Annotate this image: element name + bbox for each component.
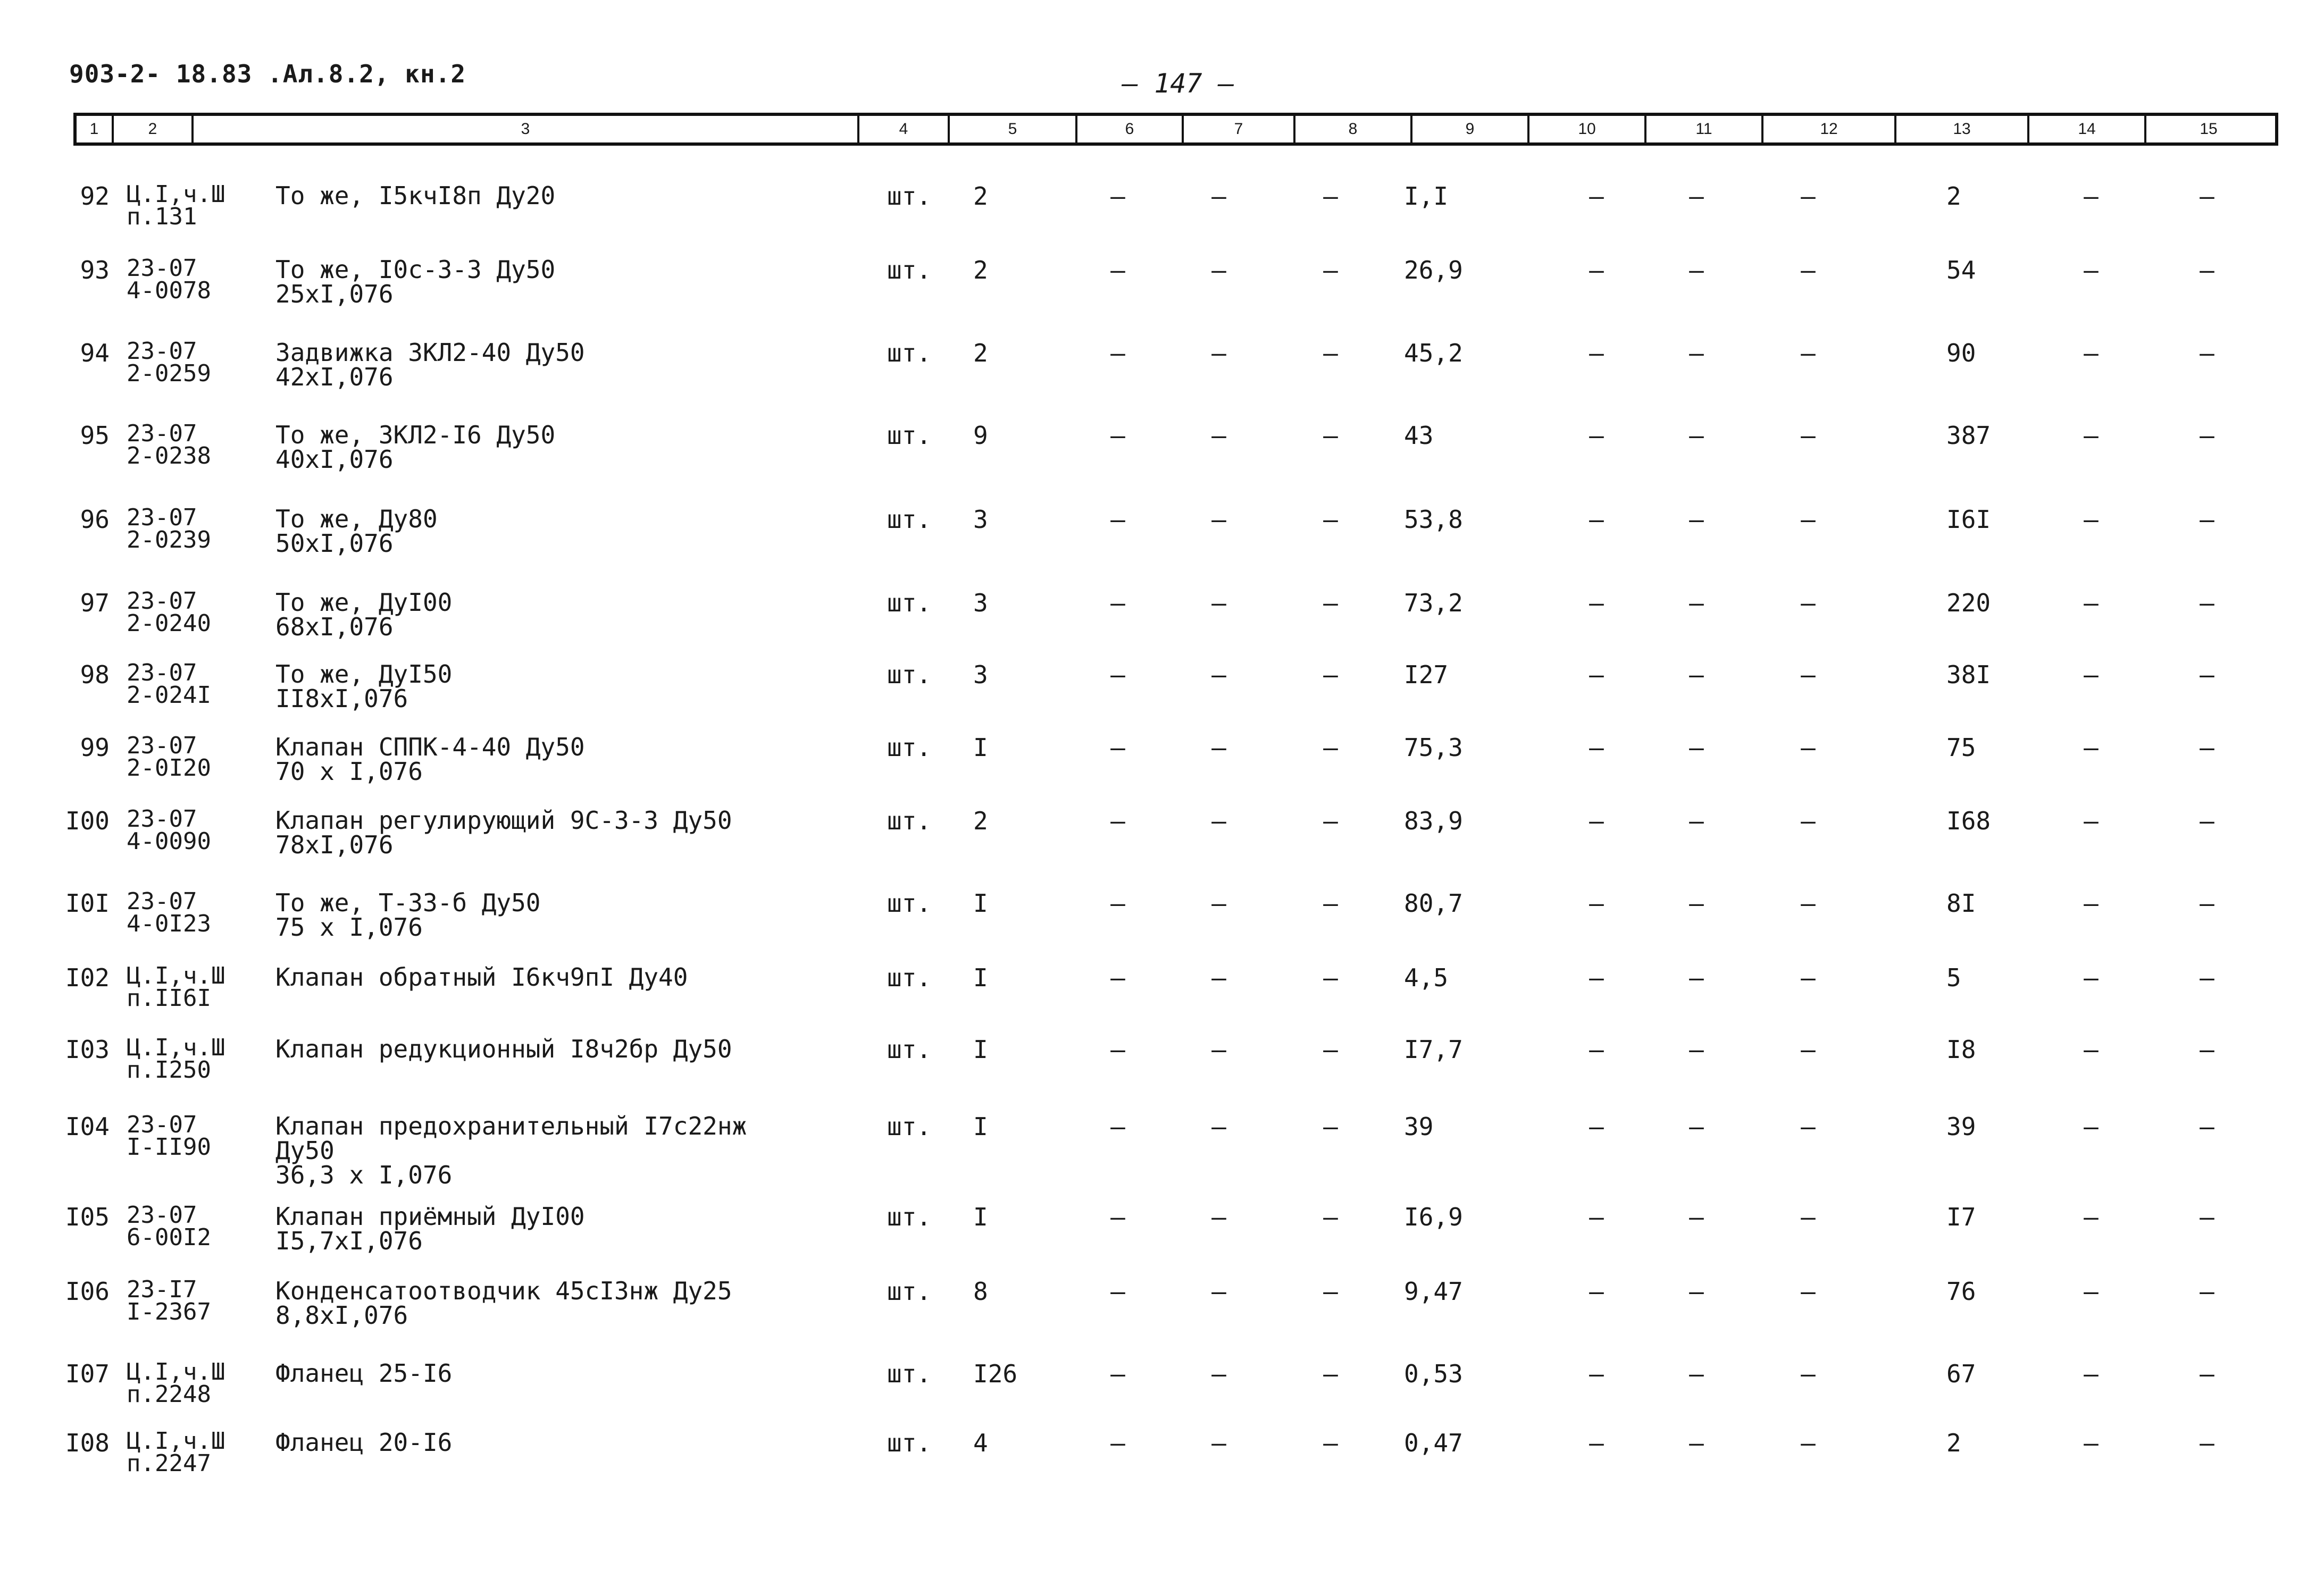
document-reference: 903-2- 18.83 .Ал.8.2, кн.2 [69, 60, 466, 88]
cell-col6: – [1110, 1359, 1125, 1388]
cell-col7: – [1211, 733, 1226, 762]
cell-name: Клапан СППК-4-40 Ду50 70 х I,076 [275, 733, 585, 786]
cell-col15: – [2200, 256, 2214, 284]
column-header: 13 [1896, 116, 2029, 142]
cell-col9: I27 [1404, 660, 1449, 689]
cell-col8: – [1323, 1203, 1338, 1231]
cell-item-number: 92 [80, 182, 110, 211]
cell-name: То же, Т-33-б Ду50 75 х I,076 [275, 888, 541, 942]
cell-col7: – [1211, 339, 1226, 367]
cell-quantity: 9 [973, 421, 988, 450]
cell-col10: – [1589, 1203, 1604, 1231]
cell-col8: – [1323, 889, 1338, 918]
cell-col10: – [1589, 339, 1604, 367]
cell-col15: – [2200, 421, 2214, 450]
cell-col15: – [2200, 1429, 2214, 1457]
cell-col9: 26,9 [1404, 256, 1463, 284]
cell-unit: шт. [887, 1112, 932, 1141]
cell-col15: – [2200, 1277, 2214, 1306]
cell-col8: – [1323, 807, 1338, 835]
cell-code: 23-I7 I-2367 [127, 1276, 211, 1325]
column-header: 9 [1412, 116, 1529, 142]
cell-col14: – [2084, 1277, 2099, 1306]
cell-item-number: 98 [80, 660, 110, 689]
cell-col11: – [1689, 1035, 1704, 1064]
cell-col11: – [1689, 589, 1704, 617]
cell-quantity: I26 [973, 1359, 1018, 1388]
cell-col8: – [1323, 1429, 1338, 1457]
cell-code: Ц.I,ч.Ш п.I250 [127, 1034, 225, 1084]
cell-col10: – [1589, 1429, 1604, 1457]
cell-col6: – [1110, 889, 1125, 918]
cell-code: 23-07 6-00I2 [127, 1202, 211, 1251]
cell-code: Ц.I,ч.Ш п.2248 [127, 1358, 225, 1408]
cell-col14: – [2084, 807, 2099, 835]
cell-col8: – [1323, 1035, 1338, 1064]
cell-col14: – [2084, 339, 2099, 367]
cell-unit: шт. [887, 1359, 932, 1388]
cell-unit: шт. [887, 889, 932, 918]
cell-unit: шт. [887, 256, 932, 284]
cell-col12: – [1801, 421, 1816, 450]
cell-col10: – [1589, 421, 1604, 450]
cell-col9: 39 [1404, 1112, 1434, 1141]
cell-col6: – [1110, 963, 1125, 992]
cell-col12: – [1801, 1429, 1816, 1457]
cell-col12: – [1801, 1277, 1816, 1306]
cell-col7: – [1211, 1277, 1226, 1306]
cell-col10: – [1589, 733, 1604, 762]
cell-col7: – [1211, 1035, 1226, 1064]
cell-unit: шт. [887, 660, 932, 689]
cell-quantity: 2 [973, 182, 988, 211]
cell-col10: – [1589, 963, 1604, 992]
cell-item-number: 95 [80, 421, 110, 450]
cell-col8: – [1323, 505, 1338, 534]
cell-col12: – [1801, 963, 1816, 992]
cell-col12: – [1801, 589, 1816, 617]
cell-col13: I6I [1946, 505, 1991, 534]
cell-col15: – [2200, 963, 2214, 992]
cell-col8: – [1323, 339, 1338, 367]
cell-code: 23-07 I-II90 [127, 1111, 211, 1161]
cell-col13: I68 [1946, 807, 1991, 835]
cell-item-number: 99 [80, 733, 110, 762]
cell-quantity: 8 [973, 1277, 988, 1306]
cell-quantity: 4 [973, 1429, 988, 1457]
cell-col14: – [2084, 256, 2099, 284]
cell-col9: 53,8 [1404, 505, 1463, 534]
cell-col11: – [1689, 733, 1704, 762]
cell-name: То же, Ду80 50хI,076 [275, 505, 438, 558]
cell-col13: 387 [1946, 421, 1991, 450]
cell-code: 23-07 4-0078 [127, 255, 211, 304]
cell-col12: – [1801, 339, 1816, 367]
cell-col11: – [1689, 660, 1704, 689]
cell-code: 23-07 4-0090 [127, 805, 211, 855]
cell-col10: – [1589, 505, 1604, 534]
cell-col10: – [1589, 182, 1604, 211]
cell-unit: шт. [887, 505, 932, 534]
cell-col6: – [1110, 1035, 1125, 1064]
cell-quantity: 2 [973, 256, 988, 284]
cell-col14: – [2084, 182, 2099, 211]
cell-col9: 83,9 [1404, 807, 1463, 835]
cell-col14: – [2084, 733, 2099, 762]
cell-item-number: I05 [65, 1203, 110, 1231]
cell-item-number: I0I [65, 889, 110, 918]
cell-col8: – [1323, 963, 1338, 992]
cell-col12: – [1801, 660, 1816, 689]
cell-col14: – [2084, 660, 2099, 689]
cell-unit: шт. [887, 589, 932, 617]
cell-col11: – [1689, 1359, 1704, 1388]
cell-col9: 45,2 [1404, 339, 1463, 367]
cell-col8: – [1323, 1112, 1338, 1141]
cell-quantity: 2 [973, 807, 988, 835]
cell-col14: – [2084, 1359, 2099, 1388]
cell-col8: – [1323, 733, 1338, 762]
cell-unit: шт. [887, 1035, 932, 1064]
cell-col15: – [2200, 339, 2214, 367]
cell-item-number: 97 [80, 589, 110, 617]
cell-col6: – [1110, 807, 1125, 835]
cell-col8: – [1323, 182, 1338, 211]
cell-col10: – [1589, 660, 1604, 689]
cell-col11: – [1689, 1429, 1704, 1457]
cell-col12: – [1801, 1203, 1816, 1231]
cell-name: Клапан регулирующий 9С-3-3 Ду50 78хI,076 [275, 806, 732, 859]
column-header: 8 [1295, 116, 1412, 142]
cell-col6: – [1110, 1112, 1125, 1141]
cell-name: То же, ДуI00 68хI,076 [275, 588, 453, 641]
cell-col6: – [1110, 505, 1125, 534]
cell-col15: – [2200, 1035, 2214, 1064]
cell-col13: 2 [1946, 182, 1961, 211]
cell-unit: шт. [887, 339, 932, 367]
cell-col12: – [1801, 807, 1816, 835]
cell-col12: – [1801, 1359, 1816, 1388]
cell-col11: – [1689, 182, 1704, 211]
cell-col7: – [1211, 505, 1226, 534]
cell-quantity: I [973, 733, 988, 762]
cell-col11: – [1689, 1203, 1704, 1231]
cell-col6: – [1110, 1203, 1125, 1231]
cell-col10: – [1589, 1277, 1604, 1306]
cell-col15: – [2200, 182, 2214, 211]
cell-col14: – [2084, 1429, 2099, 1457]
cell-col12: – [1801, 1035, 1816, 1064]
cell-name: То же, I5кчI8п Ду20 [275, 181, 556, 210]
cell-col13: 39 [1946, 1112, 1976, 1141]
cell-col13: I7 [1946, 1203, 1976, 1231]
cell-col13: 75 [1946, 733, 1976, 762]
cell-item-number: 93 [80, 256, 110, 284]
cell-col13: 5 [1946, 963, 1961, 992]
column-header: 12 [1763, 116, 1896, 142]
cell-code: 23-07 2-0240 [127, 587, 211, 637]
column-header: 1 [77, 116, 114, 142]
cell-name: То же, ЗКЛ2-I6 Ду50 40хI,076 [275, 421, 556, 474]
cell-col12: – [1801, 182, 1816, 211]
cell-col9: 75,3 [1404, 733, 1463, 762]
cell-col9: 4,5 [1404, 963, 1449, 992]
cell-col8: – [1323, 589, 1338, 617]
cell-col15: – [2200, 733, 2214, 762]
cell-col15: – [2200, 505, 2214, 534]
cell-name: То же, ДуI50 II8хI,076 [275, 660, 453, 713]
cell-col10: – [1589, 807, 1604, 835]
cell-col10: – [1589, 589, 1604, 617]
column-header: 14 [2029, 116, 2146, 142]
cell-quantity: 3 [973, 589, 988, 617]
page-number: — 147 — [1122, 68, 1234, 99]
cell-col14: – [2084, 421, 2099, 450]
cell-col12: – [1801, 889, 1816, 918]
cell-col7: – [1211, 889, 1226, 918]
column-header: 2 [114, 116, 194, 142]
cell-quantity: I [973, 889, 988, 918]
cell-col8: – [1323, 1359, 1338, 1388]
column-header: 11 [1646, 116, 1763, 142]
cell-col7: – [1211, 1359, 1226, 1388]
cell-col11: – [1689, 889, 1704, 918]
cell-unit: шт. [887, 807, 932, 835]
column-header: 6 [1077, 116, 1184, 142]
cell-item-number: I00 [65, 807, 110, 835]
cell-item-number: 96 [80, 505, 110, 534]
cell-col7: – [1211, 1112, 1226, 1141]
cell-col15: – [2200, 1359, 2214, 1388]
cell-unit: шт. [887, 1277, 932, 1306]
cell-quantity: I [973, 1112, 988, 1141]
cell-item-number: I08 [65, 1429, 110, 1457]
cell-col14: – [2084, 589, 2099, 617]
column-header: 10 [1529, 116, 1646, 142]
cell-col9: 43 [1404, 421, 1434, 450]
cell-col6: – [1110, 1277, 1125, 1306]
cell-col15: – [2200, 589, 2214, 617]
cell-item-number: I06 [65, 1277, 110, 1306]
cell-col14: – [2084, 1112, 2099, 1141]
cell-col6: – [1110, 256, 1125, 284]
cell-col12: – [1801, 505, 1816, 534]
cell-col14: – [2084, 1035, 2099, 1064]
cell-unit: шт. [887, 421, 932, 450]
cell-quantity: I [973, 1035, 988, 1064]
cell-col13: 90 [1946, 339, 1976, 367]
cell-col15: – [2200, 807, 2214, 835]
cell-item-number: I07 [65, 1359, 110, 1388]
cell-col7: – [1211, 1203, 1226, 1231]
cell-col11: – [1689, 339, 1704, 367]
cell-name: Клапан предохранительный I7с22нж Ду50 36,3 х I,076 [275, 1112, 747, 1189]
cell-code: 23-07 2-0I20 [127, 732, 211, 782]
cell-col9: I7,7 [1404, 1035, 1463, 1064]
cell-col9: 73,2 [1404, 589, 1463, 617]
column-header: 15 [2200, 120, 2218, 138]
cell-code: 23-07 2-024I [127, 659, 211, 709]
cell-code: Ц.I,ч.Ш п.131 [127, 181, 225, 230]
cell-name: Клапан обратный I6кч9пI Ду40 [275, 963, 688, 992]
cell-name: Задвижка ЗКЛ2-40 Ду50 42хI,076 [275, 338, 585, 391]
cell-name: То же, I0с-3-3 Ду50 25хI,076 [275, 255, 556, 308]
cell-col11: – [1689, 505, 1704, 534]
cell-name: Конденсатоотводчик 45сI3нж Ду25 8,8хI,076 [275, 1277, 732, 1330]
cell-code: 23-07 2-0239 [127, 504, 211, 553]
cell-col8: – [1323, 660, 1338, 689]
cell-col10: – [1589, 1112, 1604, 1141]
cell-col11: – [1689, 963, 1704, 992]
cell-col11: – [1689, 1277, 1704, 1306]
cell-code: Ц.I,ч.Ш п.II6I [127, 962, 225, 1012]
cell-item-number: 94 [80, 339, 110, 367]
cell-col12: – [1801, 1112, 1816, 1141]
cell-unit: шт. [887, 963, 932, 992]
cell-col7: – [1211, 660, 1226, 689]
cell-unit: шт. [887, 182, 932, 211]
column-header: 7 [1184, 116, 1295, 142]
cell-col12: – [1801, 256, 1816, 284]
cell-col7: – [1211, 256, 1226, 284]
cell-col8: – [1323, 256, 1338, 284]
cell-col6: – [1110, 660, 1125, 689]
cell-col13: 76 [1946, 1277, 1976, 1306]
cell-col7: – [1211, 1429, 1226, 1457]
cell-col12: – [1801, 733, 1816, 762]
cell-col6: – [1110, 1429, 1125, 1457]
cell-col11: – [1689, 807, 1704, 835]
column-header-row [73, 113, 2278, 146]
cell-unit: шт. [887, 1203, 932, 1231]
cell-code: 23-07 2-0238 [127, 420, 211, 469]
cell-col15: – [2200, 660, 2214, 689]
cell-col6: – [1110, 339, 1125, 367]
cell-col15: – [2200, 1203, 2214, 1231]
cell-col7: – [1211, 963, 1226, 992]
cell-col10: – [1589, 889, 1604, 918]
cell-item-number: I02 [65, 963, 110, 992]
cell-name: Клапан редукционный I8ч2бр Ду50 [275, 1035, 732, 1063]
cell-quantity: I [973, 963, 988, 992]
cell-col14: – [2084, 889, 2099, 918]
cell-col7: – [1211, 589, 1226, 617]
cell-col10: – [1589, 1035, 1604, 1064]
cell-col6: – [1110, 421, 1125, 450]
cell-code: Ц.I,ч.Ш п.2247 [127, 1428, 225, 1477]
cell-item-number: I03 [65, 1035, 110, 1064]
cell-name: Фланец 25-I6 [275, 1359, 453, 1388]
cell-col13: 38I [1946, 660, 1991, 689]
cell-col13: 54 [1946, 256, 1976, 284]
cell-col9: 0,53 [1404, 1359, 1463, 1388]
cell-unit: шт. [887, 733, 932, 762]
cell-col9: 0,47 [1404, 1429, 1463, 1457]
cell-col6: – [1110, 589, 1125, 617]
cell-quantity: 2 [973, 339, 988, 367]
column-header: 5 [950, 116, 1077, 142]
cell-col15: – [2200, 1112, 2214, 1141]
cell-col9: 9,47 [1404, 1277, 1463, 1306]
cell-item-number: I04 [65, 1112, 110, 1141]
cell-col8: – [1323, 1277, 1338, 1306]
cell-col9: I6,9 [1404, 1203, 1463, 1231]
cell-name: Клапан приёмный ДуI00 I5,7хI,076 [275, 1202, 585, 1255]
cell-col13: 220 [1946, 589, 1991, 617]
cell-col13: 2 [1946, 1429, 1961, 1457]
cell-col6: – [1110, 733, 1125, 762]
cell-col13: I8 [1946, 1035, 1976, 1064]
cell-col9: I,I [1404, 182, 1449, 211]
cell-col8: – [1323, 421, 1338, 450]
cell-code: 23-07 4-0I23 [127, 888, 211, 937]
cell-col14: – [2084, 1203, 2099, 1231]
cell-col10: – [1589, 1359, 1604, 1388]
column-header: 4 [859, 116, 950, 142]
cell-col11: – [1689, 256, 1704, 284]
cell-col14: – [2084, 963, 2099, 992]
cell-col11: – [1689, 1112, 1704, 1141]
cell-col7: – [1211, 182, 1226, 211]
cell-code: 23-07 2-0259 [127, 338, 211, 387]
cell-col15: – [2200, 889, 2214, 918]
cell-col14: – [2084, 505, 2099, 534]
cell-col10: – [1589, 256, 1604, 284]
cell-col7: – [1211, 421, 1226, 450]
cell-col7: – [1211, 807, 1226, 835]
cell-col13: 8I [1946, 889, 1976, 918]
cell-col9: 80,7 [1404, 889, 1463, 918]
cell-col13: 67 [1946, 1359, 1976, 1388]
cell-name: Фланец 20-I6 [275, 1428, 453, 1457]
cell-unit: шт. [887, 1429, 932, 1457]
cell-quantity: 3 [973, 660, 988, 689]
cell-col11: – [1689, 421, 1704, 450]
cell-col6: – [1110, 182, 1125, 211]
cell-quantity: I [973, 1203, 988, 1231]
column-header: 3 [194, 116, 859, 142]
cell-quantity: 3 [973, 505, 988, 534]
